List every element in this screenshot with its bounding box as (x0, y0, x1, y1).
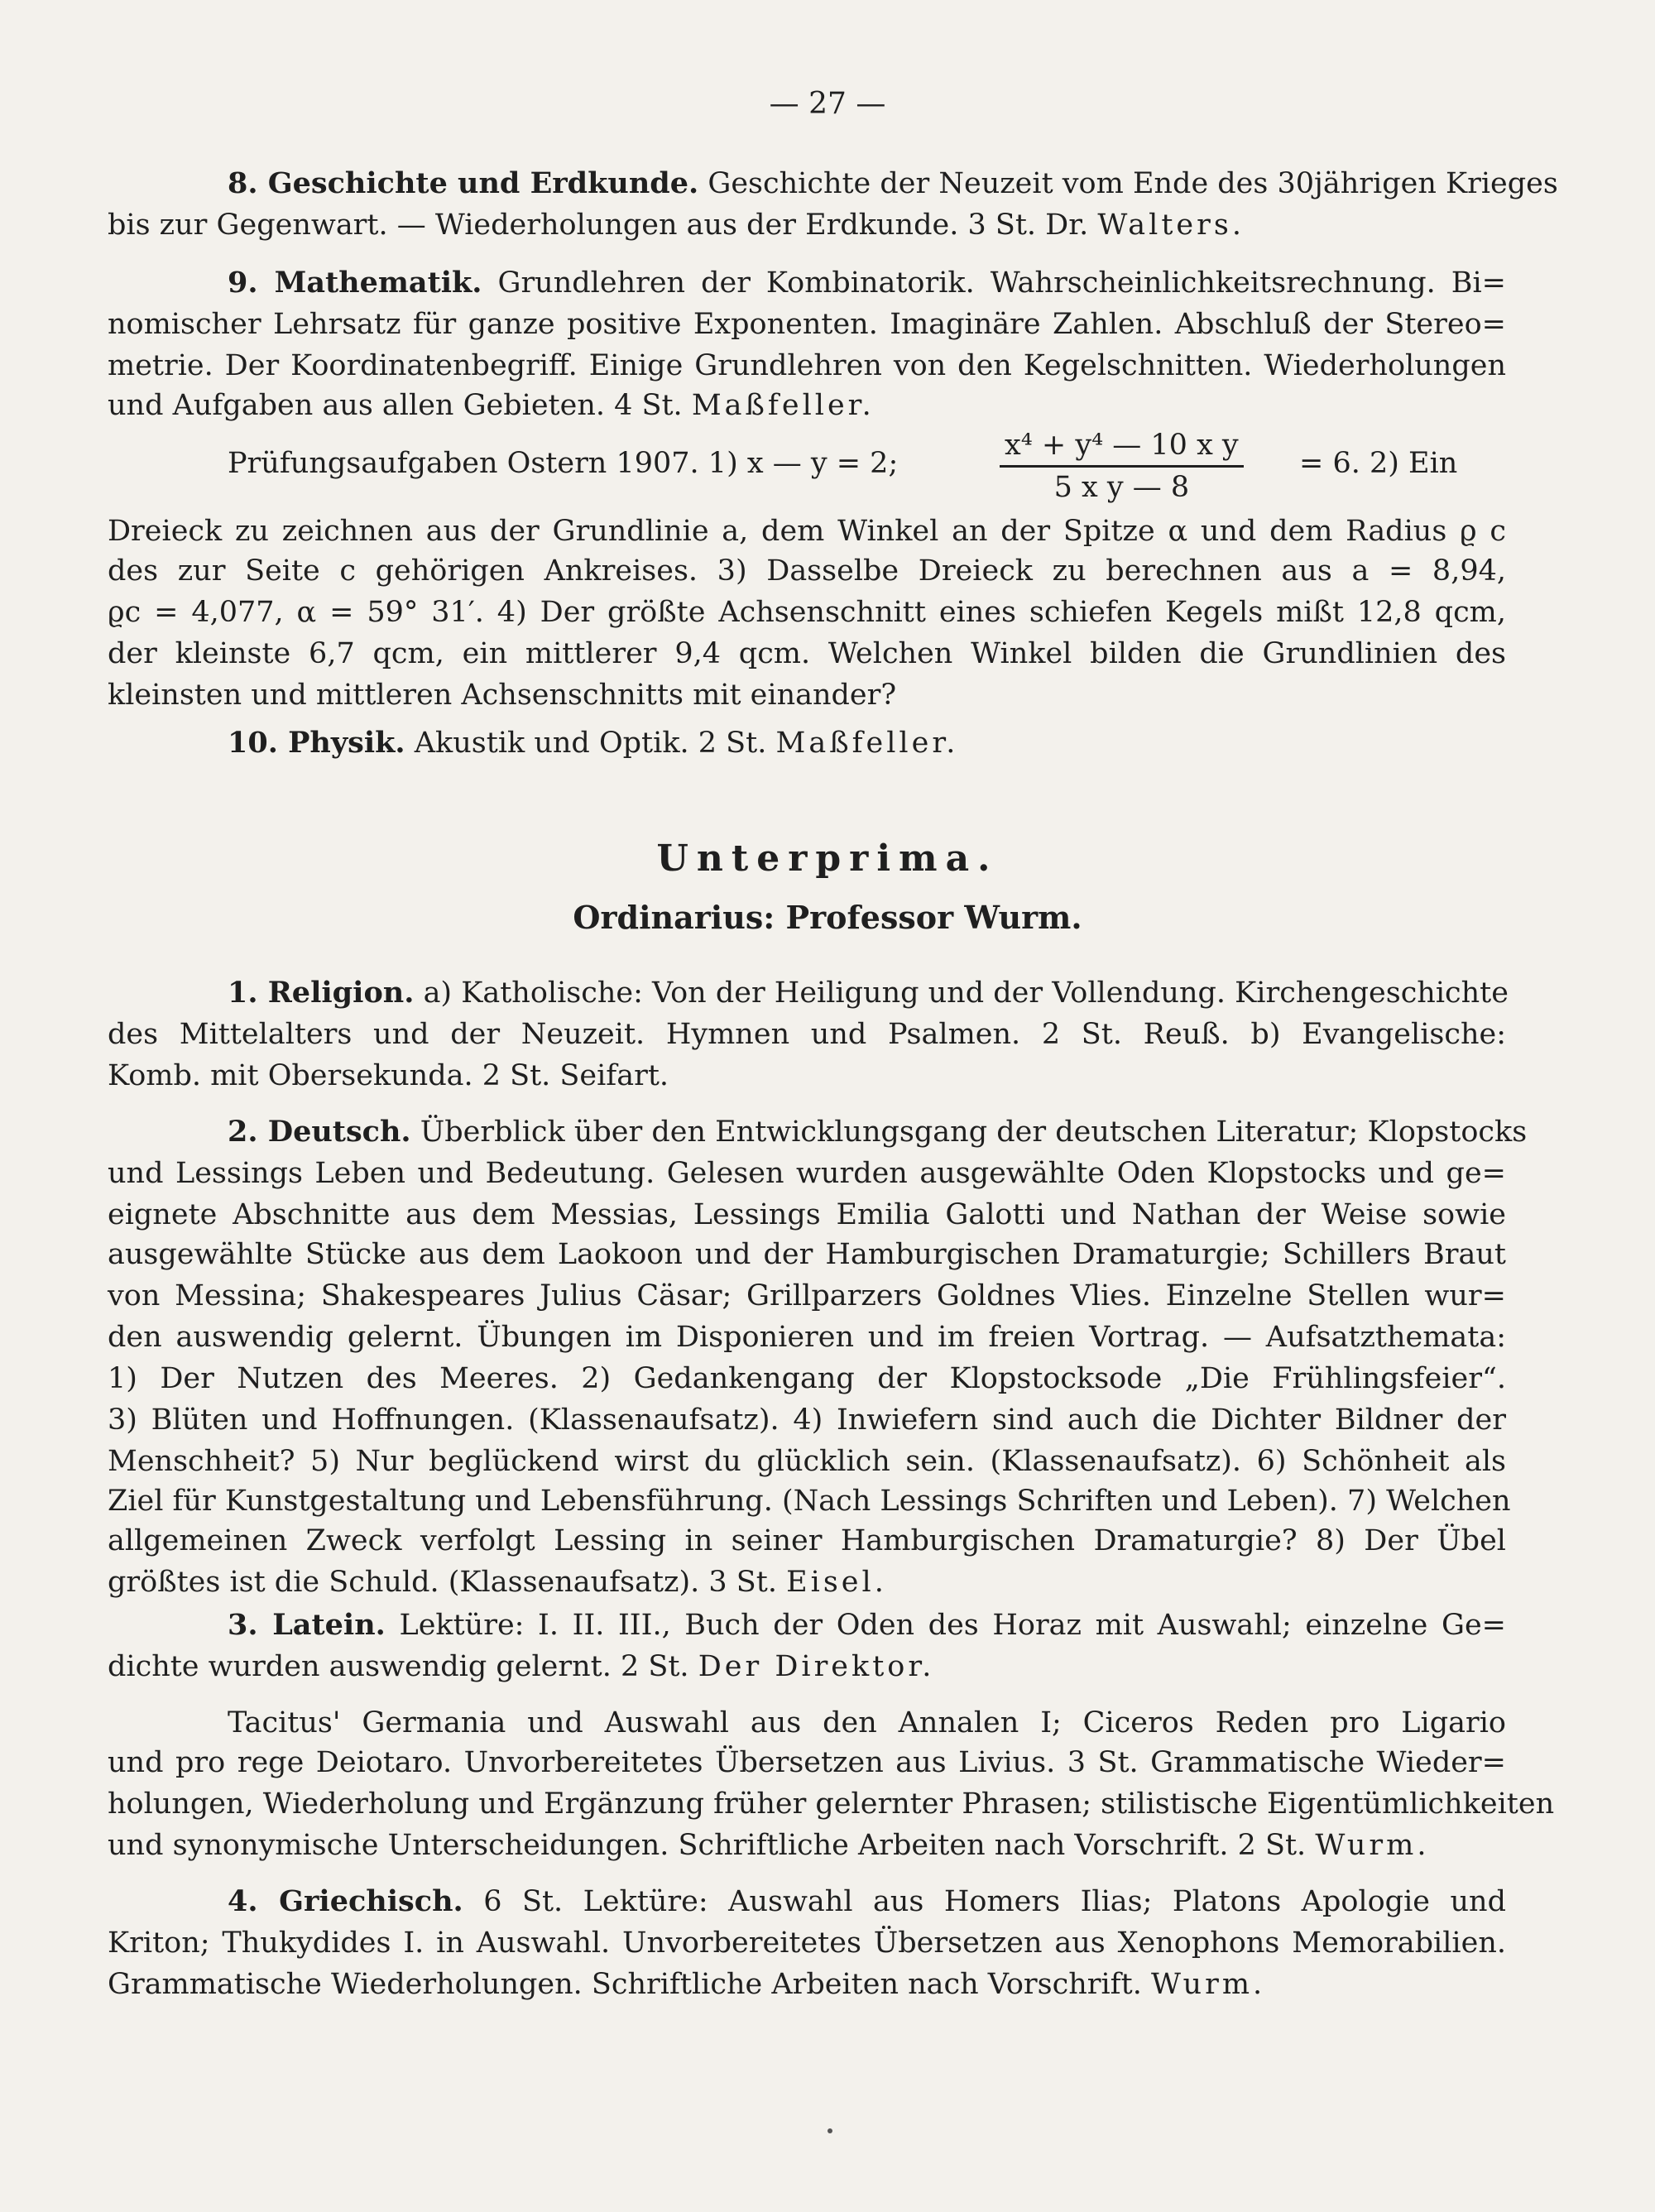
physik-line (228, 725, 958, 761)
section-title: Unterprima. (656, 837, 999, 880)
deutsch-line-3: eignete Abschnitte aus dem Messias, Lessings Emilia Galotti und Nathan der Weise sowie (108, 1198, 1506, 1231)
mathematik-line-3: metrie. Der Koordinatenbegriff. Einige Grundlehren von den Kegelschnitten. Wiederholungen (108, 349, 1506, 382)
religion-line-1 (108, 975, 1509, 1011)
religion-text: a) Katholische: Von der Heiligung und der Vollendung. Kirchengeschichte (423, 976, 1509, 1010)
deutsch-line-4: ausgewählte Stücke aus dem Laokoon und der Hamburgischen Dramaturgie; Schillers Braut (108, 1238, 1506, 1271)
fraction-denominator: 5 x y — 8 (1053, 471, 1190, 504)
latein-line-5: holungen, Wiederholung und Ergänzung früher gelernter Phrasen; stilistische Eigentümlichkeiten (108, 1787, 1555, 1821)
mathematik-line-10: kleinsten und mittleren Achsenschnitts mit einander? (108, 679, 897, 712)
physik-text: Akustik und Optik. 2 St. (414, 727, 767, 760)
teacher-walters: Walters. (1097, 209, 1245, 242)
latein-heading: 3. Latein. (228, 1608, 386, 1642)
mathematik-line-1 (108, 265, 1506, 301)
mathematik-line-9: der kleinste 6,7 qcm, ein mittlerer 9,4 qcm. Welchen Winkel bilden die Grundlinien des (108, 637, 1506, 670)
deutsch-line-10: Ziel für Kunstgestaltung und Lebensführung. (Nach Lessings Schriften und Leben). 7) Welchen (108, 1485, 1511, 1518)
mathematik-line-4 (108, 387, 875, 424)
teacher-massfeller-2: Maßfeller. (775, 727, 959, 760)
teacher-massfeller: Maßfeller. (691, 389, 875, 422)
religion-heading: 1. Religion. (228, 976, 415, 1010)
mathematik-text-4: und Aufgaben aus allen Gebieten. 4 St. (108, 389, 683, 422)
griechisch-line-1 (108, 1883, 1506, 1920)
deutsch-line-11: allgemeinen Zweck verfolgt Lessing in seiner Hamburgischen Dramaturgie? 8) Der Übel (108, 1524, 1506, 1557)
latein-line-6 (108, 1827, 1429, 1864)
deutsch-line-6: den auswendig gelernt. Übungen im Disponieren und im freien Vortrag. — Aufsatzthemata: (108, 1321, 1506, 1354)
latein-text: Lektüre: I. II. III., Buch der Oden des Horaz mit Auswahl; einzelne Ge= (399, 1609, 1506, 1642)
deutsch-text: Überblick über den Entwicklungsgang der deutschen Literatur; Klopstocks (420, 1116, 1528, 1149)
fraction-bar (1000, 465, 1244, 468)
deutsch-line-7: 1) Der Nutzen des Meeres. 2) Gedankengang der Klopstocksode „Die Frühlingsfeier“. (108, 1362, 1506, 1395)
deutsch-line-2: und Lessings Leben und Bedeutung. Gelesen wurden ausgewählte Oden Klopstocks und ge= (108, 1157, 1506, 1190)
deutsch-heading: 2. Deutsch. (228, 1115, 411, 1149)
deutsch-line-9: Menschheit? 5) Nur beglückend wirst du glücklich sein. (Klassenaufsatz). 6) Schönheit als (108, 1445, 1506, 1478)
geschichte-line-2 (108, 207, 1245, 243)
mathematik-line-7: des zur Seite c gehörigen Ankreises. 3) Dasselbe Dreieck zu berechnen aus a = 8,94, (108, 554, 1506, 588)
griechisch-text-3: Grammatische Wiederholungen. Schriftliche Arbeiten nach Vorschrift. (108, 1968, 1142, 2001)
geschichte-text: Geschichte der Neuzeit vom Ende des 30jährigen Krieges (708, 167, 1558, 200)
deutsch-line-8: 3) Blüten und Hoffnungen. (Klassenaufsatz). 4) Inwiefern sind auch die Dichter Bildner der (108, 1403, 1506, 1437)
pruefung-text-b: = 6. 2) Ein (1299, 447, 1458, 480)
mathematik-line-8: ϱc = 4,077, α = 59° 31′. 4) Der größte Achsenschnitt eines schiefen Kegels mißt 12,8 qcm, (108, 596, 1506, 629)
latein-line-3: Tacitus' Germania und Auswahl aus den Annalen I; Ciceros Reden pro Ligario (228, 1706, 1506, 1739)
mathematik-heading: 9. Mathematik. (228, 266, 482, 300)
pruefung-text-a: Prüfungsaufgaben Ostern 1907. 1) x — y = 2; (228, 447, 899, 480)
latein-line-4: und pro rege Deiotaro. Unvorbereitetes Übersetzen aus Livius. 3 St. Grammatische Wieder= (108, 1746, 1506, 1779)
griechisch-heading: 4. Griechisch. (228, 1884, 463, 1918)
geschichte-text-2: bis zur Gegenwart. — Wiederholungen aus der Erdkunde. 3 St. Dr. (108, 209, 1089, 242)
teacher-wurm-2: Wurm. (1150, 1968, 1266, 2001)
teacher-direktor: Der Direktor. (698, 1650, 935, 1683)
geschichte-heading: 8. Geschichte und Erdkunde. (228, 166, 699, 200)
griechisch-line-2: Kriton; Thukydides I. in Auswahl. Unvorbereitetes Übersetzen aus Xenophons Memorabilien. (108, 1927, 1506, 1960)
religion-line-2: des Mittelalters und der Neuzeit. Hymnen und Psalmen. 2 St. Reuß. b) Evangelische: (108, 1018, 1506, 1051)
geschichte-line-1 (108, 166, 1558, 202)
math-fraction (1000, 427, 1244, 506)
deutsch-text-12: größtes ist die Schuld. (Klassenaufsatz). 3 St. (108, 1566, 777, 1599)
latein-text-2: dichte wurden auswendig gelernt. 2 St. (108, 1650, 689, 1683)
griechisch-text: 6 St. Lektüre: Auswahl aus Homers Ilias; Platons Apologie und (483, 1885, 1506, 1918)
print-speck (828, 2128, 832, 2133)
deutsch-line-5: von Messina; Shakespeares Julius Cäsar; Grillparzers Goldnes Vlies. Einzelne Stellen wur= (108, 1279, 1506, 1312)
teacher-wurm: Wurm. (1315, 1829, 1430, 1862)
deutsch-line-12 (108, 1564, 887, 1600)
page-number: — 27 — (769, 87, 886, 121)
mathematik-line-6: Dreieck zu zeichnen aus der Grundlinie a, dem Winkel an der Spitze α und dem Radius ϱ c (108, 515, 1506, 548)
mathematik-text: Grundlehren der Kombinatorik. Wahrscheinlichkeitsrechnung. Bi= (497, 266, 1506, 300)
deutsch-line-1 (108, 1114, 1528, 1150)
latein-line-2 (108, 1648, 934, 1685)
latein-text-6: und synonymische Unterscheidungen. Schriftliche Arbeiten nach Vorschrift. 2 St. (108, 1829, 1307, 1862)
latein-line-1 (108, 1607, 1506, 1643)
mathematik-line-2: nomischer Lehrsatz für ganze positive Exponenten. Imaginäre Zahlen. Abschluß der Stereo= (108, 308, 1506, 341)
religion-line-3: Komb. mit Obersekunda. 2 St. Seifart. (108, 1059, 669, 1092)
ordinarius-line: Ordinarius: Professor Wurm. (573, 899, 1082, 936)
teacher-eisel: Eisel. (786, 1566, 887, 1599)
griechisch-line-3 (108, 1966, 1265, 2003)
fraction-numerator: x⁴ + y⁴ — 10 x y (1005, 429, 1239, 462)
physik-heading: 10. Physik. (228, 726, 405, 760)
